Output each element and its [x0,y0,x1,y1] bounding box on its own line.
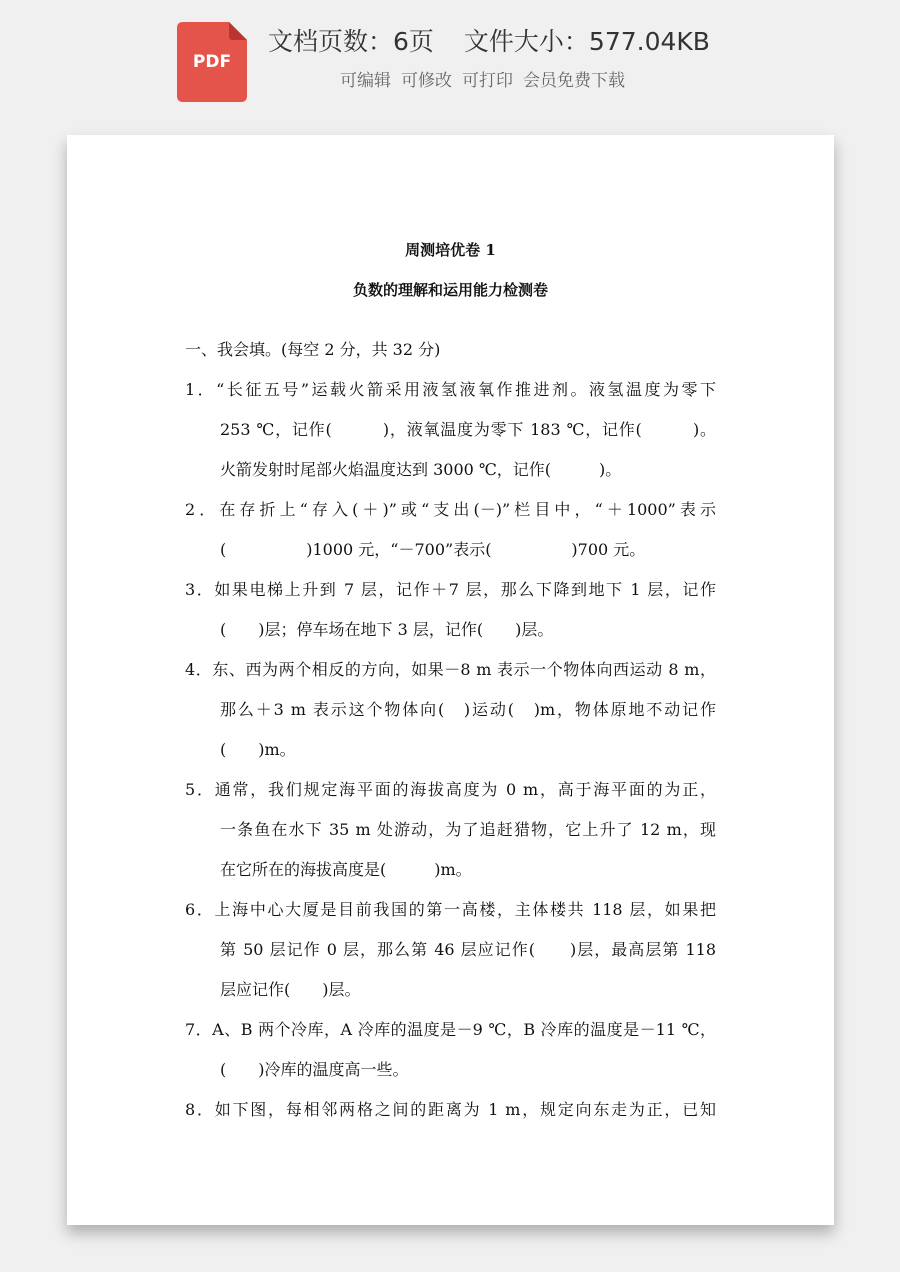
question-3-line-1: 3．如果电梯上升到 7 层，记作＋7 层，那么下降到地下 1 层，记作 [185,580,716,599]
file-size: 文件大小：577.04KB [463,27,710,56]
question-7-line-1: 7．A、B 两个冷库，A 冷库的温度是－9 ℃，B 冷库的温度是－11 ℃， [185,1020,716,1039]
document-subtitle: 负数的理解和运用能力检测卷 [352,281,548,299]
question-6-line-3: 层应记作( )层。 [220,980,361,999]
file-stats [268,22,710,58]
document-title: 周测培优卷 1 [405,241,496,259]
pdf-file-icon [177,22,247,102]
document-page [67,135,834,1225]
feature-editable: 可编辑 [340,71,391,91]
question-5-line-2: 一条鱼在水下 35 m 处游动，为了追赶猎物，它上升了 12 m，现 [220,820,716,839]
feature-list [340,66,635,91]
feature-member-download: 会员免费下载 [523,71,625,91]
pdf-badge-label: PDF [192,52,232,72]
question-3-line-2: ( )层；停车场在地下 3 层，记作( )层。 [220,620,554,639]
feature-printable: 可打印 [462,71,513,91]
question-2-line-2: ( )1000 元，“－700”表示( )700 元。 [220,540,646,559]
question-6-line-2: 第 50 层记作 0 层，那么第 46 层应记作( )层，最高层第 118 [220,940,716,959]
page-count: 文档页数：6页 [268,27,434,56]
question-2-line-1: 2．在存折上“存入(＋)”或“支出(－)”栏目中，“＋1000”表示 [185,500,716,519]
question-1-line-2: 253 ℃，记作( )，液氧温度为零下 183 ℃，记作( )。 [220,420,716,439]
question-4-line-1: 4．东、西为两个相反的方向，如果－8 m 表示一个物体向西运动 8 m， [185,660,716,679]
question-4-line-3: ( )m。 [220,740,296,759]
question-6-line-1: 6．上海中心大厦是目前我国的第一高楼，主体楼共 118 层，如果把 [185,900,716,919]
question-4-line-2: 那么＋3 m 表示这个物体向( )运动( )m，物体原地不动记作 [220,700,716,719]
question-7-line-2: ( )冷库的温度高一些。 [220,1060,409,1079]
question-5-line-3: 在它所在的海拔高度是( )m。 [220,860,472,879]
feature-modifiable: 可修改 [401,71,452,91]
question-1-line-1: 1．“长征五号”运载火箭采用液氢液氧作推进剂。液氢温度为零下 [185,380,716,399]
question-1-line-3: 火箭发射时尾部火焰温度达到 3000 ℃，记作( )。 [220,460,622,479]
question-5-line-1: 5．通常，我们规定海平面的海拔高度为 0 m，高于海平面的为正， [185,780,716,799]
document-info-header [0,0,900,120]
question-8-line-1: 8．如下图，每相邻两格之间的距离为 1 m，规定向东走为正，已知 [185,1100,716,1119]
section-heading: 一、我会填。(每空 2 分，共 32 分) [185,340,441,359]
